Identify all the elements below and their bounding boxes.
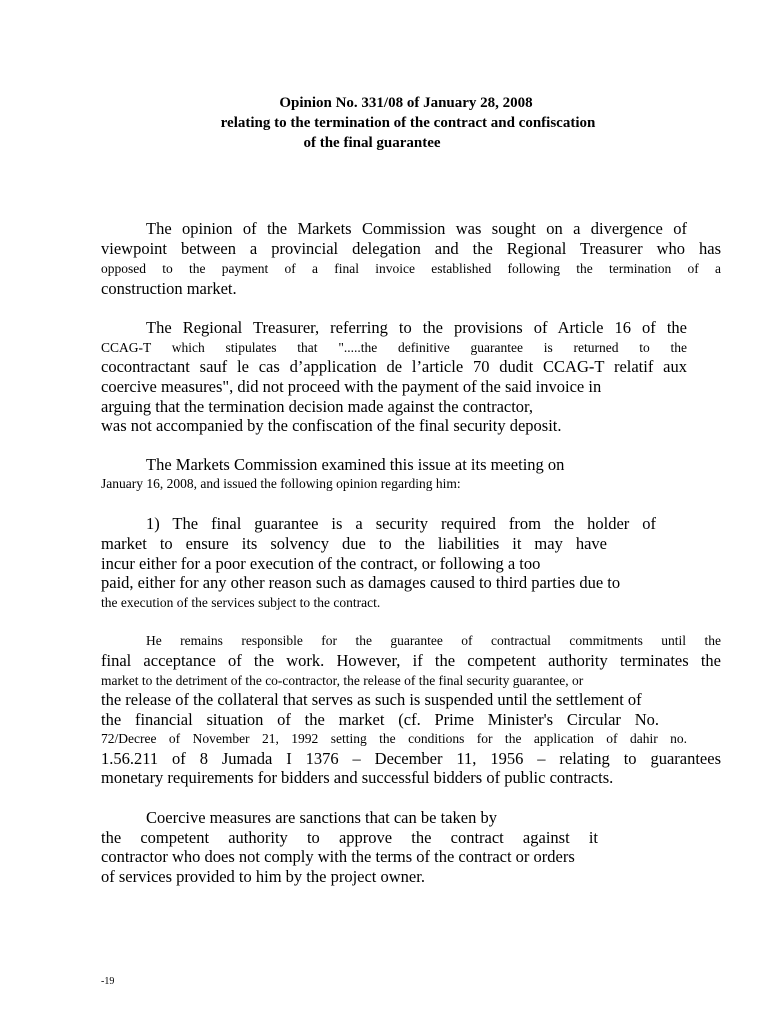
paragraph-5-line: final acceptance of the work. However, if the competent authority terminates the <box>101 651 721 670</box>
paragraph-2-line: The Regional Treasurer, referring to the provisions of Article 16 of the <box>146 318 687 337</box>
page-number: -19 <box>101 976 115 987</box>
paragraph-6-line: the competent authority to approve the contract against it <box>101 828 598 847</box>
paragraph-4-line: 1) The final guarantee is a security required from the holder of <box>146 514 656 533</box>
document-title-line-2: relating to the termination of the contract and confiscation <box>220 115 596 131</box>
paragraph-4-line: paid, either for any other reason such as damages caused to third parties due to <box>101 573 621 592</box>
paragraph-6-line: contractor who does not comply with the terms of the contract or orders <box>101 847 575 866</box>
paragraph-1-line: construction market. <box>101 279 237 298</box>
paragraph-5-line: market to the detriment of the co-contractor, the release of the final security guarantee, or <box>101 673 584 688</box>
paragraph-3-line: January 16, 2008, and issued the following opinion regarding him: <box>101 476 461 491</box>
paragraph-5-line: 72/Decree of November 21, 1992 setting the conditions for the application of dahir no. <box>101 731 687 746</box>
paragraph-5-line: 1.56.211 of 8 Jumada I 1376 – December 11, 1956 – relating to guarantees <box>101 749 721 768</box>
paragraph-1-line: The opinion of the Markets Commission was sought on a divergence of <box>146 219 687 238</box>
paragraph-2-line: CCAG-T which stipulates that ".....the definitive guarantee is returned to the <box>101 340 687 355</box>
paragraph-6-line: Coercive measures are sanctions that can be taken by <box>146 808 497 827</box>
paragraph-2-line: coercive measures", did not proceed with the payment of the said invoice in <box>101 377 602 396</box>
paragraph-3-line: The Markets Commission examined this issue at its meeting on <box>146 455 565 474</box>
paragraph-5-line: He remains responsible for the guarantee of contractual commitments until the <box>146 633 721 648</box>
paragraph-1-line: opposed to the payment of a final invoice established following the termination of a <box>101 261 721 276</box>
paragraph-2-line: cocontractant sauf le cas d’application de l’article 70 dudit CCAG-T relatif aux <box>101 357 687 376</box>
paragraph-2-line: arguing that the termination decision made against the contractor, <box>101 397 534 416</box>
paragraph-5-line: the release of the collateral that serves as such is suspended until the settlement of <box>101 690 642 709</box>
document-title-line-1: Opinion No. 331/08 of January 28, 2008 <box>279 95 533 111</box>
paragraph-4-line: the execution of the services subject to the contract. <box>101 595 381 610</box>
paragraph-4-line: market to ensure its solvency due to the liabilities it may have <box>101 534 607 553</box>
paragraph-5-line: the financial situation of the market (cf. Prime Minister's Circular No. <box>101 710 659 729</box>
paragraph-1-line: viewpoint between a provincial delegation and the Regional Treasurer who has <box>101 239 721 258</box>
paragraph-4-line: incur either for a poor execution of the contract, or following a too <box>101 554 541 573</box>
document-title-line-3: of the final guarantee <box>303 135 441 151</box>
paragraph-6-line: of services provided to him by the project owner. <box>101 867 425 886</box>
paragraph-2-line: was not accompanied by the confiscation of the final security deposit. <box>101 416 562 435</box>
paragraph-5-line: monetary requirements for bidders and successful bidders of public contracts. <box>101 768 614 787</box>
